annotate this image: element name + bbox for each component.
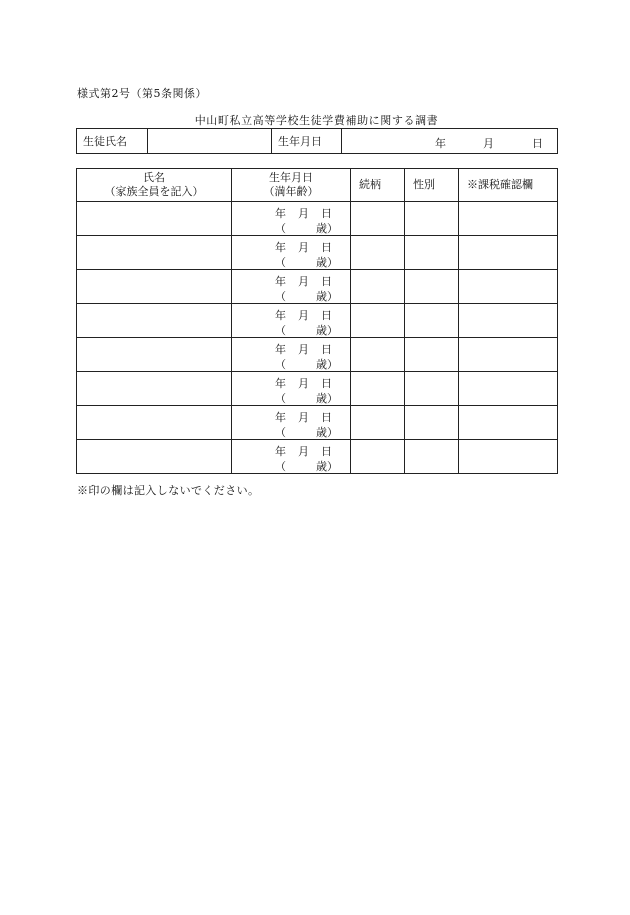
student-day-label: 日 [532,137,543,150]
member-relation-field[interactable] [351,372,405,406]
member-year-label: 年 [275,411,286,424]
member-day-label: 日 [321,275,332,288]
member-name-field[interactable] [77,236,232,270]
footnote: ※印の欄は記入しないでください。 [77,484,260,497]
family-row [77,270,558,304]
student-month-label: 月 [483,137,494,150]
member-name-field[interactable] [77,372,232,406]
member-name-field[interactable] [77,338,232,372]
member-month-label: 月 [298,343,309,356]
student-birth-field[interactable] [342,129,558,154]
member-age-close: 歳） [316,460,338,473]
member-birth-field[interactable] [232,440,351,474]
member-month-label: 月 [298,377,309,390]
member-tax-check-field [459,236,558,270]
member-gender-field[interactable] [405,202,459,236]
header-tax-check: ※課税確認欄 [459,169,558,202]
member-name-field[interactable] [77,440,232,474]
document-title: 中山町私立高等学校生徒学費補助に関する調書 [194,114,439,127]
member-age-open: （ [275,358,286,371]
member-age-close: 歳） [316,222,338,235]
member-age-close: 歳） [316,324,338,337]
member-tax-check-field [459,304,558,338]
header-name-line2: （家族全員を記入） [104,185,204,198]
member-gender-field[interactable] [405,372,459,406]
family-row [77,304,558,338]
member-age-open: （ [275,324,286,337]
member-year-label: 年 [275,241,286,254]
member-month-label: 月 [298,275,309,288]
member-gender-field[interactable] [405,304,459,338]
family-row [77,202,558,236]
member-age-open: （ [275,460,286,473]
member-gender-field[interactable] [405,338,459,372]
member-tax-check-field [459,338,558,372]
member-age-close: 歳） [316,256,338,269]
member-birth-field[interactable] [232,202,351,236]
member-year-label: 年 [275,377,286,390]
student-info-table [76,128,558,154]
student-name-label: 生徒氏名 [77,129,148,154]
member-year-label: 年 [275,445,286,458]
member-month-label: 月 [298,309,309,322]
member-year-label: 年 [275,343,286,356]
family-row [77,440,558,474]
member-day-label: 日 [321,241,332,254]
family-row [77,236,558,270]
header-relation: 続柄 [351,169,405,202]
member-tax-check-field [459,406,558,440]
header-birth [232,169,351,202]
form-number: 様式第2号（第5条関係） [77,87,207,100]
student-birth-label: 生年月日 [272,129,342,154]
member-relation-field[interactable] [351,338,405,372]
member-age-open: （ [275,426,286,439]
member-relation-field[interactable] [351,202,405,236]
family-row [77,372,558,406]
member-age-close: 歳） [316,392,338,405]
member-age-open: （ [275,290,286,303]
member-year-label: 年 [275,207,286,220]
member-birth-field[interactable] [232,236,351,270]
member-birth-field[interactable] [232,338,351,372]
member-relation-field[interactable] [351,270,405,304]
member-age-close: 歳） [316,358,338,371]
member-name-field[interactable] [77,270,232,304]
header-name-line1: 氏名 [143,171,165,184]
member-year-label: 年 [275,275,286,288]
member-gender-field[interactable] [405,406,459,440]
member-day-label: 日 [321,343,332,356]
member-age-open: （ [275,256,286,269]
member-year-label: 年 [275,309,286,322]
member-relation-field[interactable] [351,406,405,440]
member-day-label: 日 [321,377,332,390]
member-day-label: 日 [321,445,332,458]
member-day-label: 日 [321,309,332,322]
member-tax-check-field [459,202,558,236]
member-birth-field[interactable] [232,406,351,440]
header-gender: 性別 [405,169,459,202]
header-birth-line2: （満年齢） [263,185,319,198]
member-age-close: 歳） [316,290,338,303]
member-birth-field[interactable] [232,304,351,338]
member-tax-check-field [459,372,558,406]
member-day-label: 日 [321,411,332,424]
member-tax-check-field [459,270,558,304]
member-month-label: 月 [298,207,309,220]
member-day-label: 日 [321,207,332,220]
member-name-field[interactable] [77,406,232,440]
member-age-close: 歳） [316,426,338,439]
member-name-field[interactable] [77,304,232,338]
member-gender-field[interactable] [405,270,459,304]
member-age-open: （ [275,392,286,405]
student-year-label: 年 [435,137,446,150]
member-name-field[interactable] [77,202,232,236]
member-month-label: 月 [298,241,309,254]
member-relation-field[interactable] [351,304,405,338]
member-tax-check-field [459,440,558,474]
family-row [77,338,558,372]
member-month-label: 月 [298,411,309,424]
family-row [77,406,558,440]
member-relation-field[interactable] [351,440,405,474]
member-birth-field[interactable] [232,372,351,406]
header-birth-line1: 生年月日 [269,171,313,184]
family-table-body [77,202,558,474]
member-birth-field[interactable] [232,270,351,304]
member-age-open: （ [275,222,286,235]
member-gender-field[interactable] [405,440,459,474]
header-name [77,169,232,202]
member-gender-field[interactable] [405,236,459,270]
member-relation-field[interactable] [351,236,405,270]
family-table [76,168,558,474]
member-month-label: 月 [298,445,309,458]
student-name-field[interactable] [148,129,272,154]
